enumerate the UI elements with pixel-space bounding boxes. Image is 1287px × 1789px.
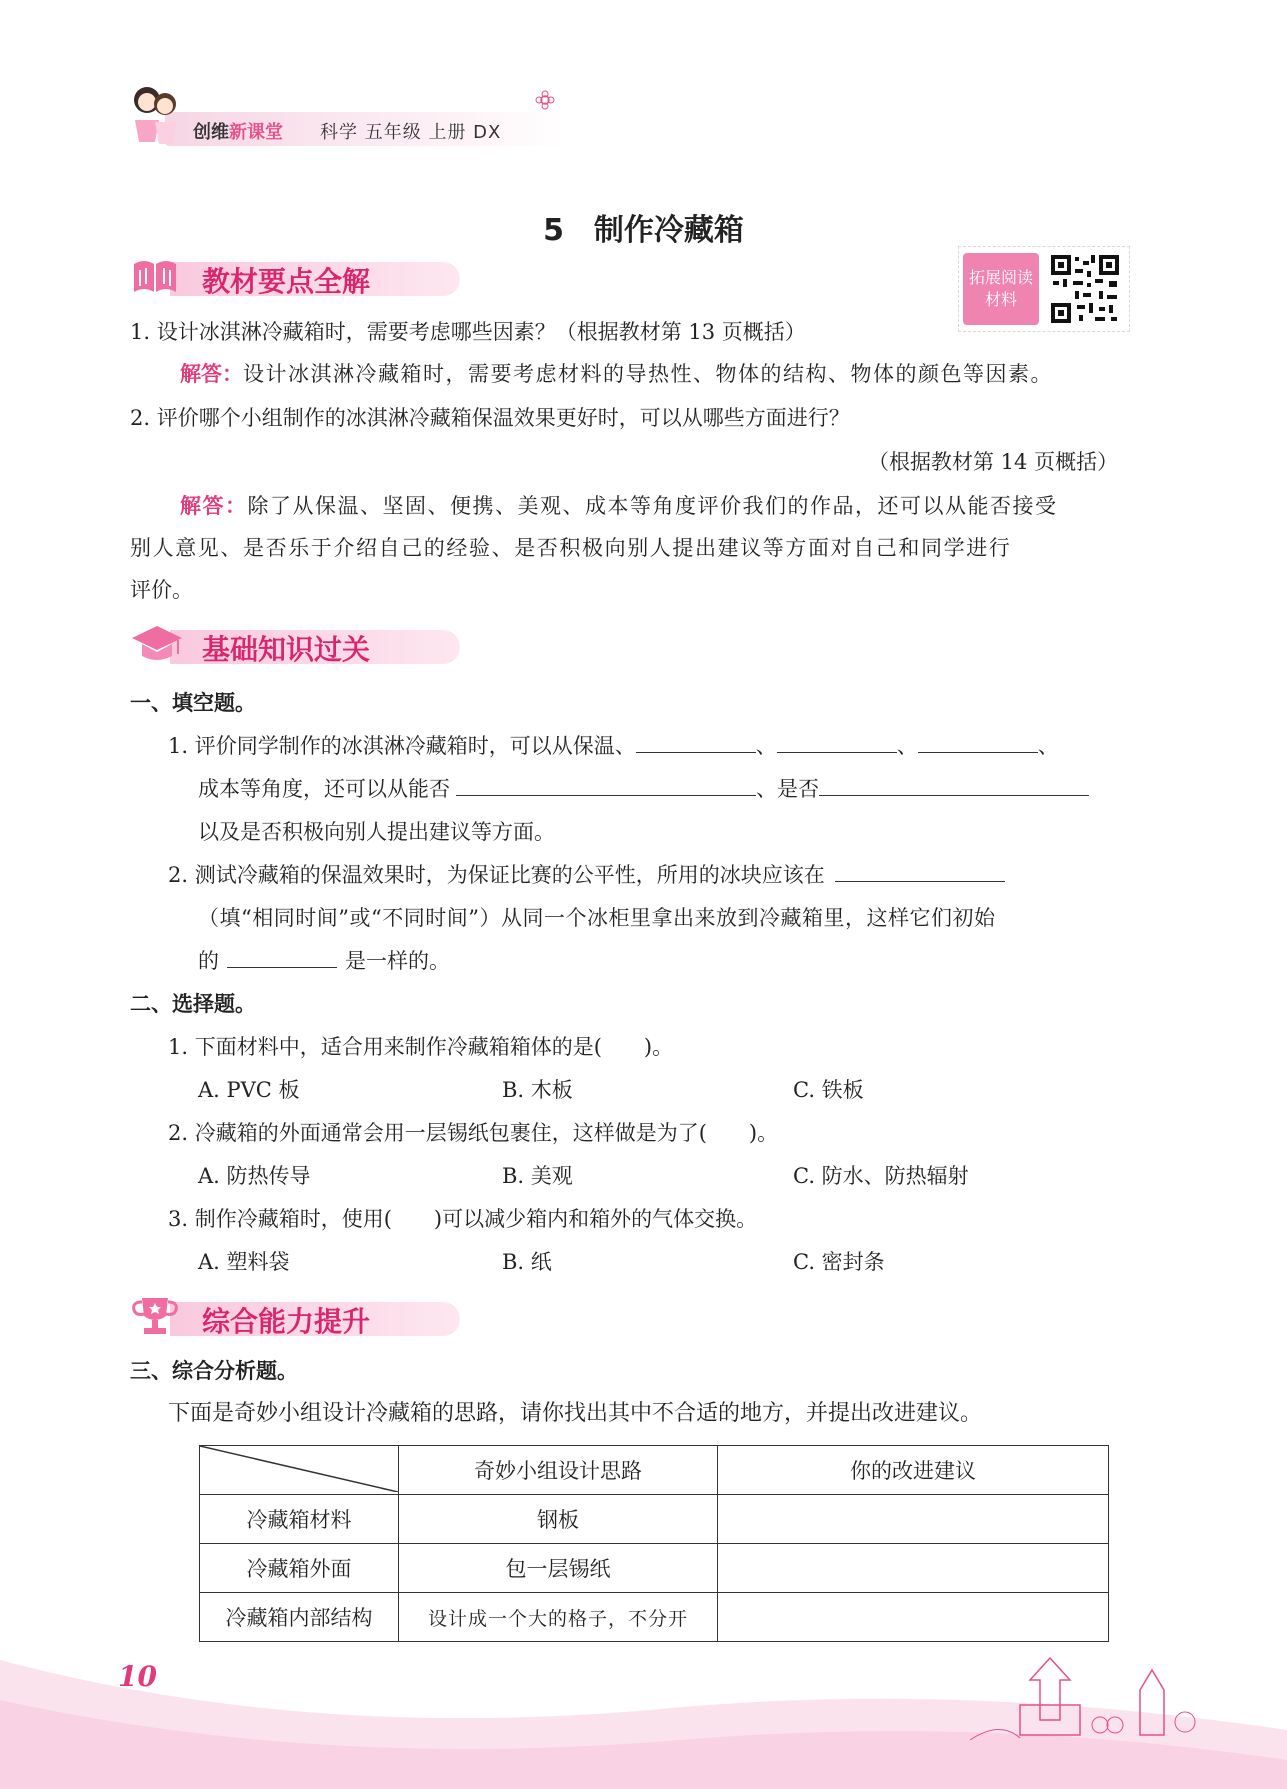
section-comprehensive <box>130 1292 470 1340</box>
choice-2-option-c[interactable]: C. 防水、防热辐射 <box>793 1164 969 1188</box>
row-label: 冷藏箱材料 <box>200 1495 399 1544</box>
key-question-2: 2. 评价哪个小组制作的冰淇淋冷藏箱保温效果更好时，可以从哪些方面进行？ <box>130 406 850 430</box>
answer-blank[interactable] <box>777 728 897 753</box>
table-row <box>200 1544 1109 1593</box>
design-cell: 钢板 <box>399 1495 718 1544</box>
page-number: 10 <box>118 1660 157 1693</box>
analysis-intro: 下面是奇妙小组设计冷藏箱的思路，请你找出其中不合适的地方，并提出改进建议。 <box>168 1401 983 1426</box>
choice-3-option-a[interactable]: A. 塑料袋 <box>198 1250 290 1274</box>
row-label: 冷藏箱内部结构 <box>200 1593 399 1642</box>
choice-question-3: 3. 制作冷藏箱时，使用( )可以减少箱内和箱外的气体交换。 <box>168 1207 758 1231</box>
suggestion-cell[interactable] <box>718 1495 1109 1544</box>
key-question-2-source: （根据教材第 14 页概括） <box>868 450 1119 474</box>
key-question-1: 1. 设计冰淇淋冷藏箱时，需要考虑哪些因素？（根据教材第 13 页概括） <box>130 320 806 344</box>
key-answer-1: 解答：设计冰淇淋冷藏箱时，需要考虑材料的导热性、物体的结构、物体的颜色等因素。 <box>180 362 1053 386</box>
fill-question-2: 2. 测试冷藏箱的保温效果时，为保证比赛的公平性，所用的冰块应该在 <box>168 854 1005 896</box>
fill-question-1-line2: 成本等角度，还可以从能否 、是否 <box>198 768 1089 810</box>
choice-3-option-c[interactable]: C. 密封条 <box>793 1250 885 1274</box>
graduation-cap-icon <box>130 620 184 668</box>
choice-question-2: 2. 冷藏箱的外面通常会用一层锡纸包裹住，这样做是为了( )。 <box>168 1121 779 1145</box>
answer-blank[interactable] <box>636 728 756 753</box>
fill-question-1: 1. 评价同学制作的冰淇淋冷藏箱时，可以从保温、 、 、 、 <box>168 725 1059 767</box>
fill-question-1-line3: 以及是否积极向别人提出建议等方面。 <box>198 820 555 844</box>
key-answer-2-line2: 别人意见、是否乐于介绍自己的经验、是否积极向别人提出建议等方面对自己和同学进行 <box>130 536 1012 560</box>
design-cell: 包一层锡纸 <box>399 1544 718 1593</box>
section-key-points <box>130 252 470 300</box>
cartoon-girls-icon <box>125 80 185 152</box>
brand-name: 创维新课堂 <box>193 122 283 143</box>
analysis-heading: 三、综合分析题。 <box>130 1359 298 1383</box>
section-basic-knowledge <box>130 620 470 668</box>
qr-code-icon <box>1049 253 1121 325</box>
choice-3-option-b[interactable]: B. 纸 <box>502 1250 552 1274</box>
suggestion-cell[interactable] <box>718 1544 1109 1593</box>
answer-blank[interactable] <box>918 728 1038 753</box>
flower-icon <box>535 90 555 110</box>
fill-question-2-line3: 的 是一样的。 <box>198 940 450 982</box>
column-header: 奇妙小组设计思路 <box>399 1446 718 1495</box>
diagonal-header-cell <box>200 1446 399 1495</box>
section-title: 基础知识过关 <box>202 633 371 666</box>
design-cell: 设计成一个大的格子，不分开 <box>399 1593 718 1642</box>
extended-reading-qr[interactable] <box>958 246 1130 332</box>
key-answer-2-line3: 评价。 <box>130 578 193 602</box>
table-row <box>200 1495 1109 1544</box>
trophy-icon <box>130 1292 180 1340</box>
answer-blank[interactable] <box>835 857 1005 882</box>
choice-1-option-c[interactable]: C. 铁板 <box>793 1078 864 1102</box>
key-answer-2: 解答：除了从保温、坚固、便携、美观、成本等角度评价我们的作品，还可以从能否接受 <box>180 494 1058 518</box>
section-title: 教材要点全解 <box>202 265 371 298</box>
choice-2-option-b[interactable]: B. 美观 <box>502 1164 573 1188</box>
castle-icon <box>960 1650 1200 1750</box>
fill-question-2-line2: （填“相同时间”或“不同时间”）从同一个冰柜里拿出来放到冷藏箱里，这样它们初始 <box>198 906 996 930</box>
choice-1-option-b[interactable]: B. 木板 <box>502 1078 573 1102</box>
choice-question-1: 1. 下面材料中，适合用来制作冷藏箱箱体的是( )。 <box>168 1035 674 1059</box>
column-header: 你的改进建议 <box>718 1446 1109 1495</box>
diagonal-line <box>200 1446 398 1492</box>
open-book-icon <box>130 252 180 300</box>
answer-blank[interactable] <box>819 771 1089 796</box>
subject-info: 科学 五年级 上册 DX <box>320 122 502 143</box>
section-title: 综合能力提升 <box>202 1305 371 1338</box>
row-label: 冷藏箱外面 <box>200 1544 399 1593</box>
qr-label: 拓展阅读材料 <box>963 253 1039 325</box>
table-header-row <box>200 1446 1109 1495</box>
lesson-title: 5 制作冷藏箱 <box>543 213 744 248</box>
answer-blank[interactable] <box>456 771 756 796</box>
fill-heading: 一、填空题。 <box>130 691 256 715</box>
page-header <box>125 80 555 152</box>
choice-heading: 二、选择题。 <box>130 992 256 1016</box>
choice-1-option-a[interactable]: A. PVC 板 <box>198 1078 300 1102</box>
choice-2-option-a[interactable]: A. 防热传导 <box>198 1164 311 1188</box>
answer-blank[interactable] <box>227 943 337 968</box>
